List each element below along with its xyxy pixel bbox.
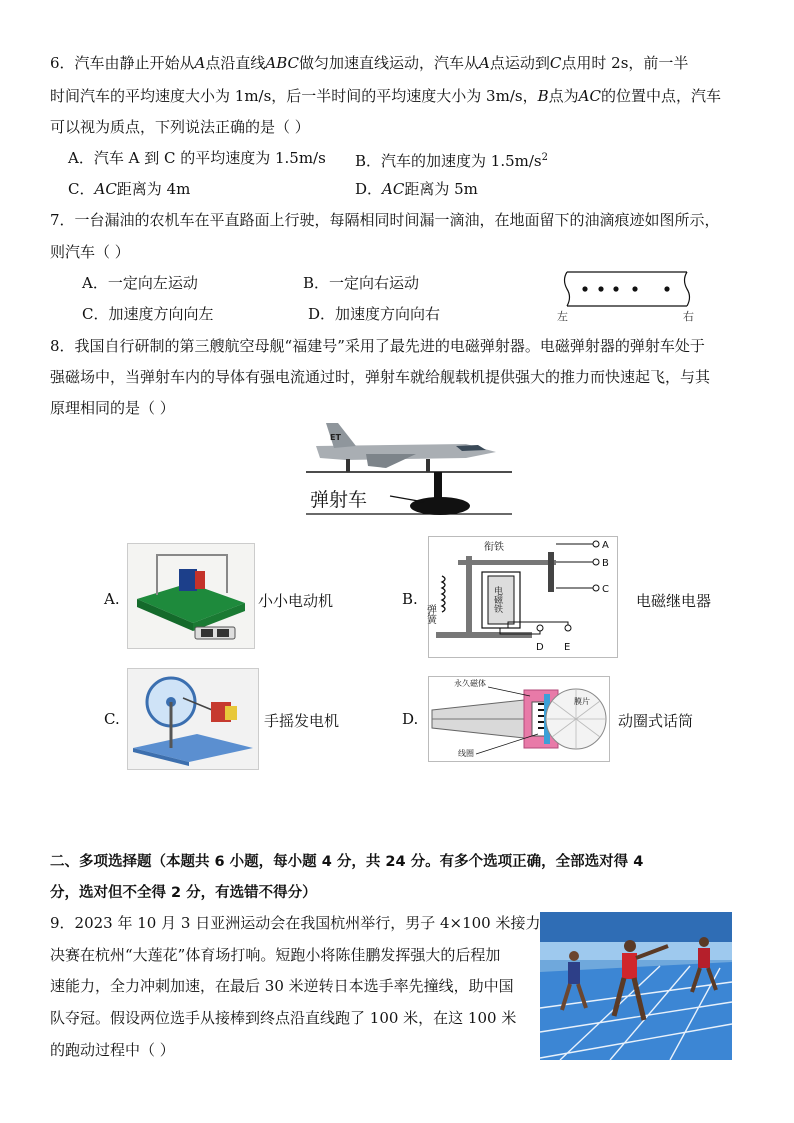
microphone-diagram bbox=[428, 676, 610, 762]
svg-text:D: D bbox=[536, 642, 544, 653]
q6-option-a: A．汽车 A 到 C 的平均速度为 1.5m/s bbox=[68, 149, 326, 167]
q8-stem-line-1: 8．我国自行研制的第三艘航空母舰“福建号”采用了最先进的电磁弹射器。电磁弹射器的弹射车处于 bbox=[50, 337, 705, 355]
oil-drop bbox=[598, 286, 603, 291]
svg-text:线圈: 线圈 bbox=[458, 749, 474, 758]
svg-text:膜片: 膜片 bbox=[574, 697, 590, 706]
q8-option-b-letter: B. bbox=[402, 590, 418, 608]
q9-stem-line-2: 决赛在杭州“大莲花”体育场打响。短跑小将陈佳鹏发挥强大的后程加 bbox=[50, 946, 501, 964]
relay-race-photo bbox=[540, 912, 732, 1060]
q8-option-a-caption: 小小电动机 bbox=[258, 592, 334, 610]
oil-drop bbox=[582, 286, 587, 291]
track-left-break bbox=[565, 272, 570, 306]
svg-text:B: B bbox=[602, 558, 609, 569]
q6-option-d: D．AC距离为 5m bbox=[355, 180, 478, 198]
q8-option-d-letter: D. bbox=[402, 710, 419, 728]
left-label: 左 bbox=[557, 310, 568, 323]
q7-stem-line-2: 则汽车（ ） bbox=[50, 243, 130, 261]
catapult-figure bbox=[306, 418, 512, 518]
catapult-label: 弹射车 bbox=[310, 489, 368, 511]
svg-text:ET: ET bbox=[330, 433, 341, 442]
q8-option-c-caption: 手摇发电机 bbox=[264, 712, 340, 730]
q9-stem-line-3: 速能力，全力冲刺加速，在最后 30 米逆转日本选手率先撞线，助中国 bbox=[50, 977, 514, 995]
q8-stem-line-2: 强磁场中，当弹射车内的导体有强电流通过时，弹射车就给舰载机提供强大的推力而快速起飞，与其 bbox=[50, 368, 711, 386]
q9-stem-line-5: 的跑动过程中（ ） bbox=[50, 1041, 175, 1059]
q6-option-c: C．AC距离为 4m bbox=[68, 180, 191, 198]
svg-text:电磁铁: 电磁铁 bbox=[492, 586, 502, 613]
fighter-jet-image bbox=[316, 423, 496, 472]
track-right-break bbox=[685, 272, 690, 306]
q9-stem-line-1: 9．2023 年 10 月 3 日亚洲运动会在我国杭州举行，男子 4×100 米接力 bbox=[50, 914, 541, 932]
svg-text:C: C bbox=[602, 584, 609, 595]
hand-generator-image bbox=[127, 668, 259, 770]
section-2-heading-line-2: 分，选对但不全得 2 分，有选错不得分） bbox=[50, 885, 317, 901]
q7-stem-line-1: 7．一台漏油的农机车在平直路面上行驶，每隔相同时间漏一滴油，在地面留下的油滴痕迹如图所示， bbox=[50, 211, 720, 229]
q7-option-c: C．加速度方向向左 bbox=[82, 305, 214, 323]
q6-stem-line-3: 可以视为质点，下列说法正确的是（ ） bbox=[50, 118, 310, 136]
q8-option-b-caption: 电磁继电器 bbox=[636, 592, 712, 610]
q6-stem-line-2: 时间汽车的平均速度大小为 1m/s，后一半时间的平均速度大小为 3m/s，B点为AC的位置中点，汽车 bbox=[50, 87, 721, 105]
svg-text:E: E bbox=[564, 642, 571, 653]
q8-stem-line-3: 原理相同的是（ ） bbox=[50, 399, 175, 417]
oil-drop bbox=[664, 286, 669, 291]
right-label: 右 bbox=[683, 310, 694, 323]
q6-stem-line-1: 6．汽车由静止开始从A点沿直线ABC做匀加速直线运动，汽车从A点运动到C点用时 2s，前一半 bbox=[50, 54, 689, 72]
svg-text:弹簧: 弹簧 bbox=[424, 604, 436, 624]
svg-text:A: A bbox=[602, 540, 609, 551]
q7-option-d: D．加速度方向向右 bbox=[308, 305, 441, 323]
base bbox=[436, 632, 532, 638]
oil-drop bbox=[632, 286, 637, 291]
oil-drop bbox=[613, 286, 618, 291]
section-2-heading-line-1: 二、多项选择题（本题共 6 小题，每小题 4 分，共 24 分。有多个选项正确，全部选对得 4 bbox=[50, 854, 644, 870]
motor-image bbox=[127, 543, 255, 649]
oil-drop-diagram bbox=[555, 268, 695, 324]
q8-option-a-letter: A. bbox=[104, 590, 120, 608]
svg-text:永久磁体: 永久磁体 bbox=[454, 679, 486, 688]
q7-option-b: B．一定向右运动 bbox=[303, 274, 420, 292]
q8-option-c-letter: C. bbox=[104, 710, 120, 728]
q6-option-b: B．汽车的加速度为 $1.5m/s^2$ bbox=[355, 152, 548, 170]
q7-option-a: A．一定向左运动 bbox=[82, 274, 198, 292]
q8-option-d-caption: 动圈式话筒 bbox=[618, 712, 694, 730]
relay-diagram bbox=[424, 536, 618, 658]
svg-text:衔铁: 衔铁 bbox=[484, 542, 504, 553]
armature bbox=[458, 560, 556, 565]
q9-stem-line-4: 队夺冠。假设两位选手从接棒到终点沿直线跑了 100 米，在这 100 米 bbox=[50, 1009, 517, 1027]
